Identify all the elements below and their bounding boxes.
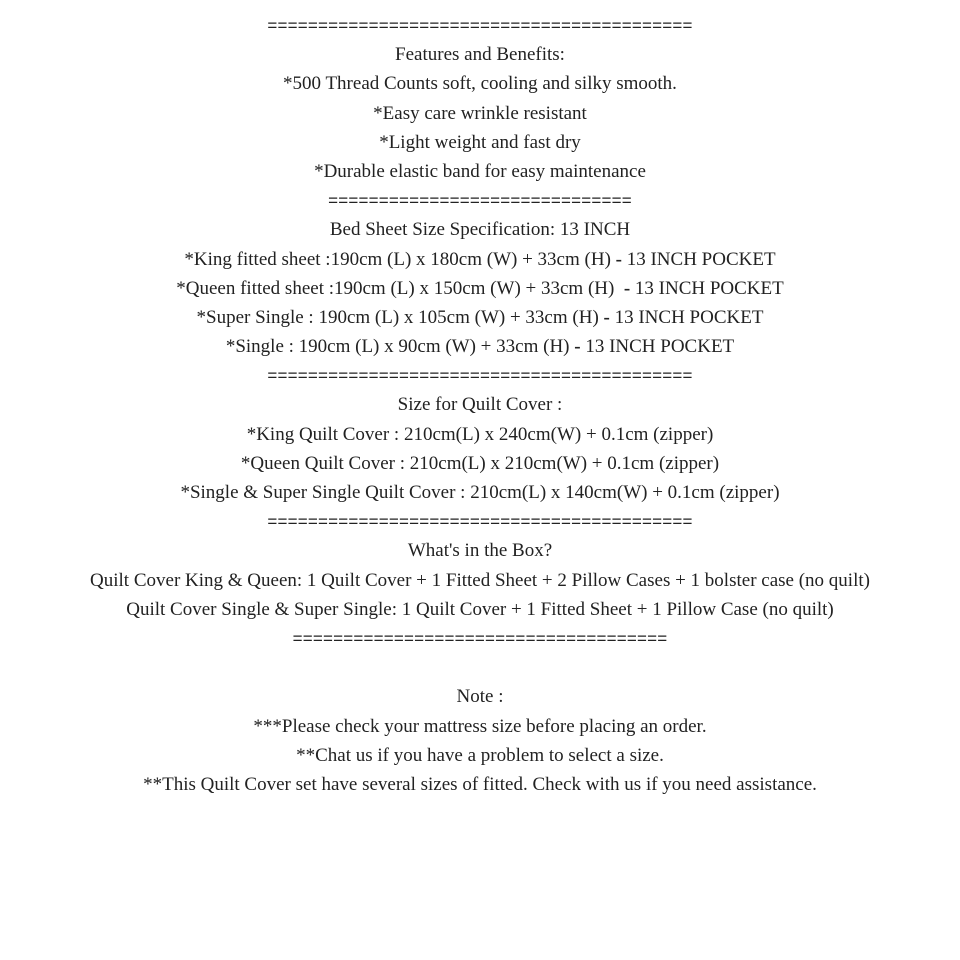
- separator: ==========================================: [267, 16, 693, 35]
- separator: =====================================: [292, 628, 668, 648]
- bed-sheet-size: *Single : 190cm (L) x 90cm (W) + 33cm (H): [225, 336, 575, 358]
- bed-sheet-size: *Queen fitted sheet :190cm (L) x 150cm (W) + 33cm (H): [176, 277, 624, 299]
- bed-sheet-dash: -: [615, 248, 622, 270]
- note-item: **Chat us if you have a problem to select a size.: [296, 744, 664, 766]
- note-heading: Note :: [456, 686, 504, 708]
- bed-sheet-heading: Bed Sheet Size Specification: 13 INCH: [329, 219, 631, 241]
- box-item: Quilt Cover Single & Super Single: 1 Quilt Cover + 1 Fitted Sheet + 1 Pillow Case (no quilt): [126, 598, 834, 620]
- note-item: ***Please check your mattress size before placing an order.: [253, 715, 707, 737]
- note-item: **This Quilt Cover set have several sizes of fitted. Check with us if you need assistance.: [143, 773, 817, 795]
- quilt-cover-item: *Queen Quilt Cover : 210cm(L) x 210cm(W) + 0.1cm (zipper): [240, 452, 720, 474]
- quilt-cover-item: *Single & Super Single Quilt Cover : 210cm(L) x 140cm(W) + 0.1cm (zipper): [180, 482, 780, 503]
- quilt-cover-heading: Size for Quilt Cover :: [397, 394, 563, 416]
- bed-sheet-pocket: 13 INCH POCKET: [630, 277, 784, 299]
- box-heading: What's in the Box?: [407, 540, 553, 562]
- bed-sheet-item: [0, 332, 960, 361]
- feature-item: *Light weight and fast dry: [379, 131, 581, 153]
- feature-item: *Durable elastic band for easy maintenance: [314, 160, 646, 182]
- separator: ==============================: [328, 191, 632, 211]
- bed-sheet-pocket: 13 INCH POCKET: [609, 306, 764, 328]
- separator: ==========================================: [267, 366, 693, 386]
- bed-sheet-dash: -: [603, 306, 610, 328]
- features-heading: Features and Benefits:: [395, 44, 565, 66]
- feature-item: *Easy care wrinkle resistant: [373, 102, 587, 124]
- separator: ==========================================: [267, 512, 693, 532]
- bed-sheet-pocket: 13 INCH POCKET: [621, 248, 776, 270]
- bed-sheet-item: [0, 274, 960, 303]
- bed-sheet-size: *Super Single : 190cm (L) x 105cm (W) + 33cm (H): [196, 306, 604, 328]
- bed-sheet-dash: -: [623, 277, 631, 299]
- product-description: [0, 11, 960, 799]
- bed-sheet-pocket: 13 INCH POCKET: [580, 336, 735, 358]
- spacer: [0, 653, 960, 682]
- bed-sheet-size: *King fitted sheet :190cm (L) x 180cm (W) + 33cm (H): [184, 248, 616, 270]
- bed-sheet-dash: -: [574, 336, 581, 358]
- quilt-cover-item: *King Quilt Cover : 210cm(L) x 240cm(W) + 0.1cm (zipper): [246, 423, 714, 445]
- bed-sheet-item: [0, 245, 960, 274]
- box-item: Quilt Cover King & Queen: 1 Quilt Cover + 1 Fitted Sheet + 2 Pillow Cases + 1 bolster case (no quilt): [90, 569, 870, 591]
- bed-sheet-item: [0, 303, 960, 332]
- feature-item: *500 Thread Counts soft, cooling and silky smooth.: [283, 73, 677, 95]
